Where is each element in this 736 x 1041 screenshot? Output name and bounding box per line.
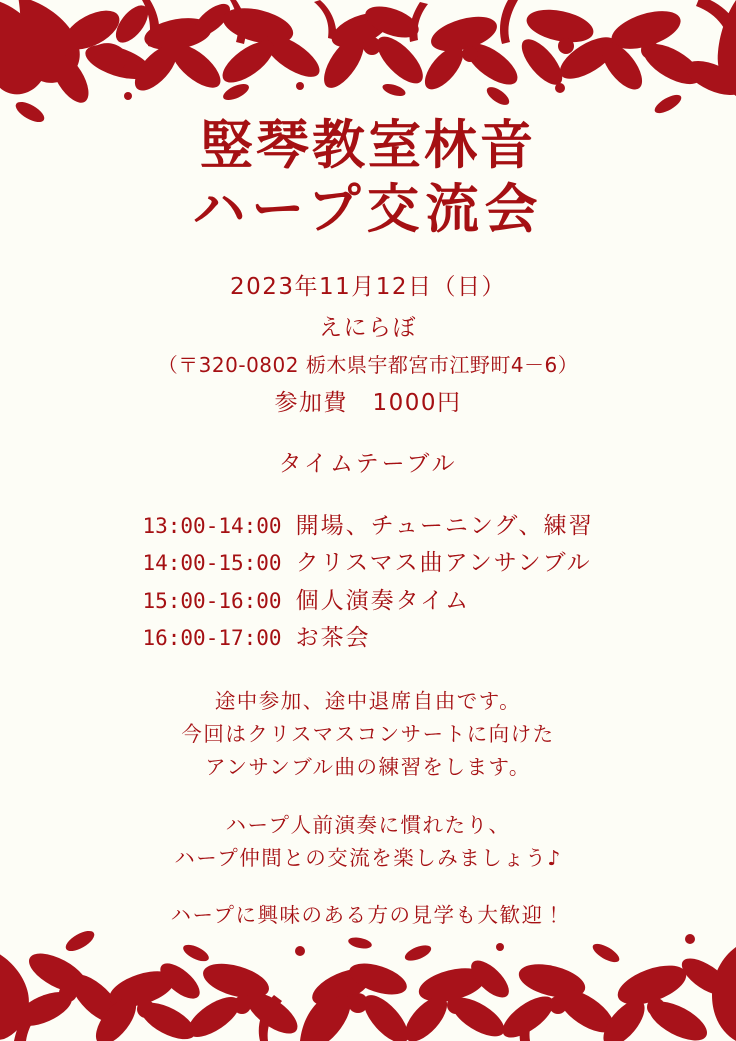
note-line: 今回はクリスマスコンサートに向けた: [181, 722, 555, 747]
timetable-time: 14:00-15:00: [142, 551, 282, 576]
timetable-time: 15:00-16:00: [142, 588, 282, 613]
note-line: ハープ仲間との交流を楽しみましょう♪: [174, 845, 562, 870]
timetable-row: [142, 583, 593, 620]
timetable-description: お茶会: [295, 624, 371, 651]
notes-paragraph-3: [0, 899, 736, 932]
notes-paragraph-2: [0, 809, 736, 875]
timetable-heading: タイムテーブル: [278, 451, 458, 478]
timetable-time: 16:00-17:00: [142, 625, 282, 650]
timetable-row: [142, 620, 593, 657]
timetable-time: 13:00-14:00: [142, 514, 282, 539]
timetable-description: 個人演奏タイム: [295, 587, 471, 614]
note-line: ハープ人前演奏に慣れたり、: [225, 812, 511, 837]
title-line-2: ハープ交流会: [192, 178, 544, 240]
poster-title: [0, 115, 736, 240]
event-venue: えにらぼ: [319, 314, 417, 341]
event-info: [0, 267, 736, 423]
timetable-row: [142, 508, 593, 545]
timetable-description: 開場、チューニング、練習: [295, 513, 594, 540]
note-line: ハープに興味のある方の見学も大歓迎！: [170, 903, 566, 928]
timetable-row: [142, 545, 593, 582]
note-line: アンサンブル曲の練習をします。: [205, 755, 531, 780]
event-fee: 参加費 1000円: [274, 389, 462, 416]
event-address: （〒320-0802 栃木県宇都宮市江野町4－6）: [157, 352, 579, 377]
note-line: 途中参加、途中退席自由です。: [214, 689, 522, 714]
title-line-1: 竪琴教室林音: [200, 115, 536, 176]
timetable-list: [142, 508, 593, 657]
notes-paragraph-1: [0, 685, 736, 785]
event-date: 2023年11月12日（日）: [229, 274, 507, 301]
timetable-description: クリスマス曲アンサンブル: [295, 550, 592, 577]
